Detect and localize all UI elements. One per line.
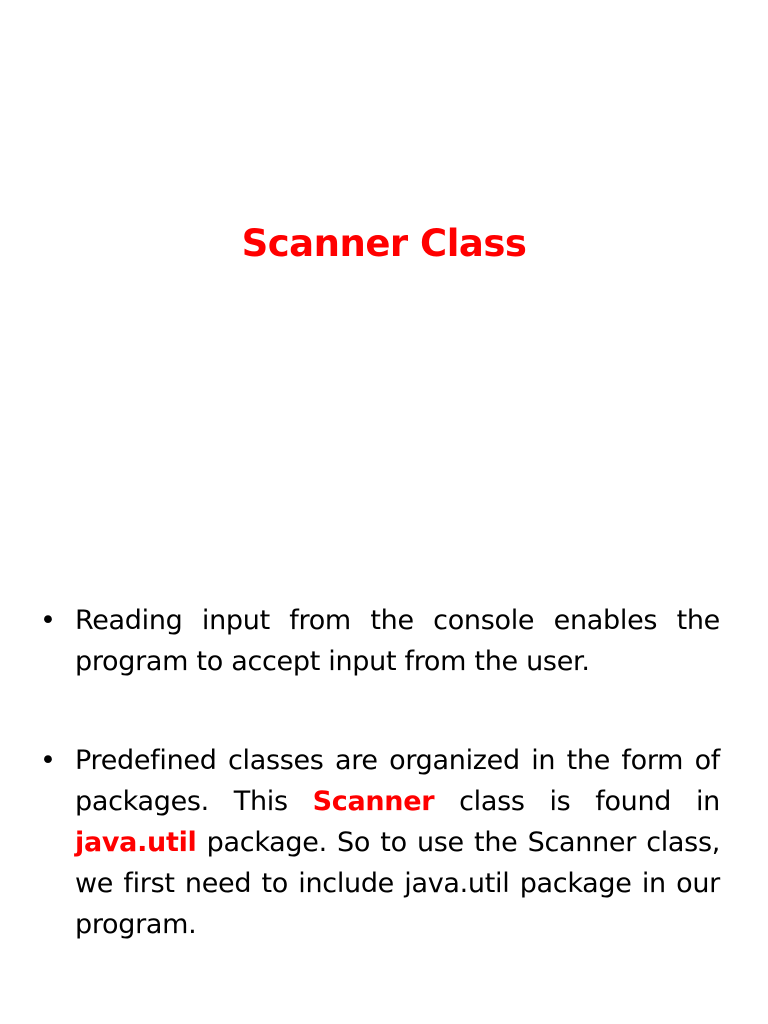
bullet-text-segment: Predefined classes are organized in the form of packages. This (75, 745, 720, 817)
bullet-dot-icon: • (40, 745, 56, 776)
highlight-scanner: Scanner (312, 786, 435, 817)
slide-title: Scanner Class (241, 222, 527, 265)
bullet-dot-icon: • (40, 605, 56, 636)
bullet-text-segment: class is found in (434, 786, 720, 817)
bullet-item (40, 600, 720, 682)
bullet-text: Reading input from the console enables the program to accept input from the user. (75, 605, 720, 677)
highlight-java-util: java.util (75, 827, 197, 858)
bullet-item (40, 740, 720, 945)
bullet-list (40, 600, 720, 945)
bullet-text-segment: package. So to use the Scanner class, we first need to include java.util package in our program. (75, 827, 720, 940)
